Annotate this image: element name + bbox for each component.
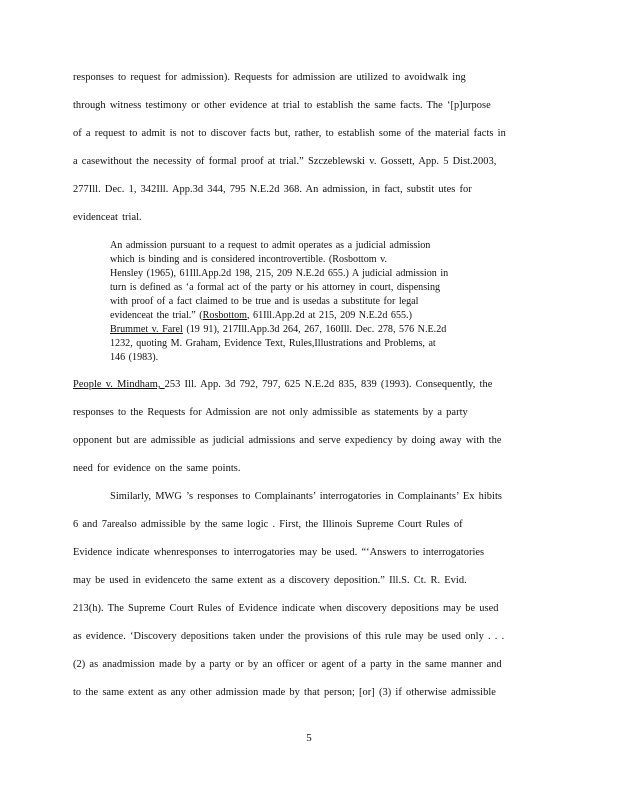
paragraph-2-line-1 (73, 379, 492, 390)
block-quote-line-7-end: (19 91), 217Ill.App.3d 264, 267, 160Ill. Dec. 278, 576 N.E.2d (182, 324, 447, 335)
paragraph-1-line-3: of a request to admit is not to discover facts but, rather, to establish some of the material facts in (73, 128, 506, 139)
case-name-brummet: Brummet v. Farel (110, 324, 183, 335)
block-quote-line-7 (110, 324, 446, 335)
paragraph-3-line-6: as evidence. ‘Discovery depositions taken under the provisions of this rule may be used only . . . (73, 631, 505, 642)
block-quote-line-2: which is binding and is considered incontrovertible. (Rosbottom v. (110, 254, 388, 265)
block-quote-line-6 (110, 310, 412, 321)
paragraph-1-line-5: 277Ill. Dec. 1, 342Ill. App.3d 344, 795 N.E.2d 368. An admission, in fact, substit utes for (73, 184, 472, 195)
paragraph-1-line-4: a casewithout the necessity of formal proof at trial.” Szczeblewski v. Gossett, App. 5 Dist.2003, (73, 156, 497, 167)
page-number: 5 (306, 732, 312, 744)
paragraph-2-line-1-end: 253 Ill. App. 3d 792, 797, 625 N.E.2d 835, 839 (1993). Consequently, the (164, 379, 493, 390)
paragraph-3-line-2: 6 and 7arealso admissible by the same logic . First, the Illinois Supreme Court Rules of (73, 519, 463, 530)
paragraph-1-line-6: evidenceat trial. (73, 212, 142, 223)
block-quote-line-3: Hensley (1965), 61Ill.App.2d 198, 215, 209 N.E.2d 655.) A judicial admission in (110, 268, 449, 279)
paragraph-3-line-8: to the same extent as any other admission made by that person; [or] (3) if otherwise admissible (73, 687, 496, 698)
paragraph-3-line-7: (2) as anadmission made by a party or by an officer or agent of a party in the same manner and (73, 659, 502, 670)
case-name-people-v-mindham: People v. Mindham, (73, 379, 165, 390)
paragraph-2-line-2: responses to the Requests for Admission are not only admissible as statements by a party (73, 407, 468, 418)
paragraph-3-line-1: Similarly, MWG ’s responses to Complainants’ interrogatories in Complainants’ Ex hibits (110, 491, 503, 502)
paragraph-3-line-5: 213(h). The Supreme Court Rules of Evidence indicate when discovery depositions may be used (73, 603, 499, 614)
block-quote-line-5: with proof of a fact claimed to be true and is usedas a substitute for legal (110, 296, 419, 307)
block-quote-line-1: An admission pursuant to a request to admit operates as a judicial admission (110, 240, 431, 251)
block-quote-line-9: 146 (1983). (110, 352, 159, 363)
paragraph-2-line-3: opponent but are admissible as judicial admissions and serve expediency by doing away with the (73, 435, 502, 446)
case-name-rosbottom: Rosbottom (202, 310, 247, 321)
block-quote-line-6-end: , 61Ill.App.2d at 215, 209 N.E.2d 655.) (246, 310, 412, 321)
paragraph-3-line-4: may be used in evidenceto the same extent as a discovery deposition.” Ill.S. Ct. R. Evid. (73, 575, 467, 586)
paragraph-3-line-3: Evidence indicate whenresponses to interrogatories may be used. “‘Answers to interrogatories (73, 547, 485, 558)
block-quote-line-6-start: evidenceat the trial.” ( (110, 310, 203, 321)
block-quote-line-8: 1232, quoting M. Graham, Evidence Text, Rules,Illustrations and Problems, at (110, 338, 436, 349)
paragraph-2-line-4: need for evidence on the same points. (73, 463, 241, 474)
paragraph-1-line-2: through witness testimony or other evidence at trial to establish the same facts. The ‘[p]urpose (73, 100, 491, 111)
paragraph-1-line-1: responses to request for admission). Requests for admission are utilized to avoidwalk ing (73, 72, 466, 83)
block-quote-line-4: turn is defined as ‘a formal act of the party or his attorney in court, dispensing (110, 282, 441, 293)
